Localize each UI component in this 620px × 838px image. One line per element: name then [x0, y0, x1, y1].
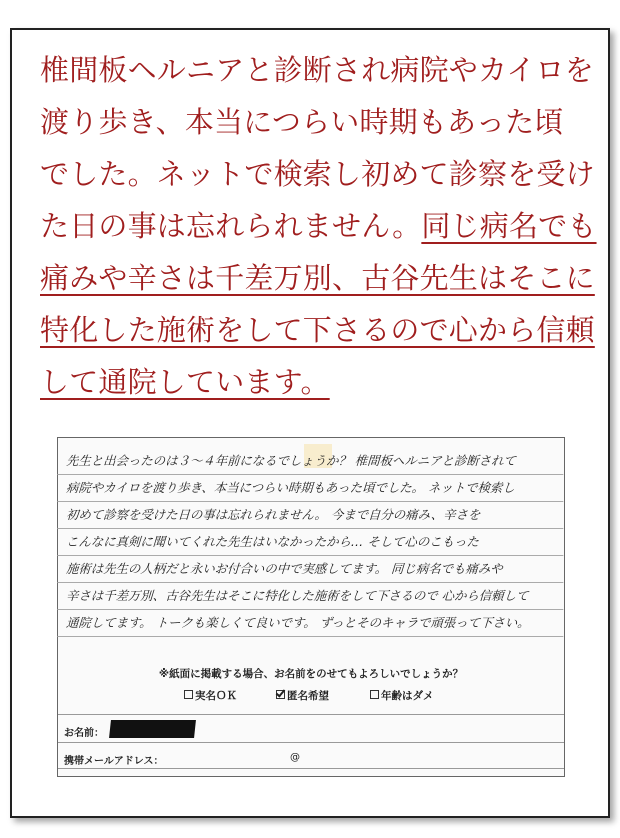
option-label: 匿名希望	[287, 690, 329, 702]
option-label: 実名ＯＫ	[195, 690, 237, 702]
email-at-symbol: @	[290, 752, 300, 763]
testimonial-line-3: でした。ネットで検索し初めて診察を受け	[40, 157, 595, 191]
consent-form	[58, 662, 564, 776]
testimonial-line-5: 痛みや辛さは千差万別、古谷先生はそこに	[40, 261, 595, 295]
handwritten-line: 辛さは千差万別、古谷先生はそこに特化した施術をして下さるので 心から信頼して	[57, 583, 564, 610]
consent-question: ※紙面に掲載する場合、お名前をのせてもよろしいでしょうか？	[158, 668, 464, 680]
testimonial-line-4-underlined: 同じ病名でも	[421, 209, 597, 243]
divider	[58, 768, 564, 769]
handwritten-line: 先生と出会ったのは３〜４年前になるでしょうか？ 椎間板ヘルニアと診断されて	[57, 448, 564, 475]
testimonial-text	[40, 44, 600, 408]
name-label: お名前：	[64, 728, 104, 739]
handwritten-line: 初めて診察を受けた日の事は忘れられません。 今まで自分の痛み、辛さを	[57, 502, 564, 529]
testimonial-line-4: た日の事は忘れられません。	[40, 209, 422, 243]
handwritten-lines	[58, 448, 564, 637]
handwritten-line: 病院やカイロを渡り歩き、本当につらい時期もあった頃でした。 ネットで検索し	[57, 475, 564, 502]
option-label: 年齢はダメ	[381, 690, 434, 702]
handwritten-line: 通院してます。 トークも楽しくて良いです。 ずっとそのキャラで頑張って下さい。	[57, 610, 564, 637]
divider	[58, 742, 564, 743]
checkbox-icon	[184, 690, 193, 699]
option-no-age	[370, 688, 434, 703]
option-real-name	[184, 688, 237, 703]
redaction-bar	[109, 720, 196, 738]
option-anonymous	[276, 688, 329, 703]
checkbox-icon	[370, 690, 379, 699]
testimonial-line-6: 特化した施術をして下さるので心から信頼	[40, 313, 595, 347]
divider	[58, 714, 564, 715]
testimonial-line-7: して通院しています。	[40, 365, 330, 399]
testimonial-line-2: 渡り歩き、本当につらい時期もあった頃	[40, 105, 564, 139]
handwritten-card-image	[57, 437, 565, 777]
checked-checkbox-icon	[276, 690, 285, 699]
consent-options	[58, 688, 564, 704]
email-label: 携帯メールアドレス：	[64, 756, 164, 767]
testimonial-line-1: 椎間板ヘルニアと診断され病院やカイロを	[40, 53, 594, 87]
handwritten-line: 施術は先生の人柄だと永いお付合いの中で実感してます。 同じ病名でも痛みや	[57, 556, 564, 583]
handwritten-line: こんなに真剣に聞いてくれた先生はいなかったから… そして心のこもった	[57, 529, 564, 556]
